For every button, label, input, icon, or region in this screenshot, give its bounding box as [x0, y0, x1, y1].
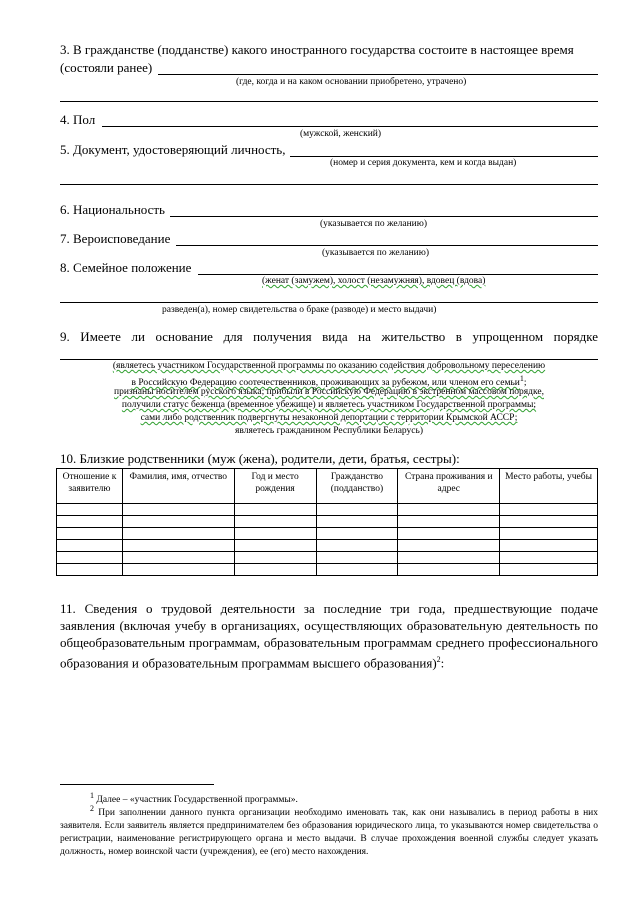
table-cell[interactable] — [122, 564, 234, 576]
q7-hint: (указывается по желанию) — [322, 248, 430, 258]
q9-hint-2: в Российскую Федерацию соотечественников, проживающих за рубежом, или членом его семьи$^1$; — [131, 374, 527, 389]
q7-label: 7. Вероисповедание — [60, 231, 171, 246]
table-cell[interactable] — [122, 516, 234, 528]
table-cell[interactable] — [398, 564, 500, 576]
table-cell[interactable] — [57, 516, 123, 528]
table-cell[interactable] — [500, 564, 598, 576]
table-cell[interactable] — [122, 540, 234, 552]
q7-input-line[interactable] — [176, 245, 598, 246]
table-cell[interactable] — [122, 528, 234, 540]
table-cell[interactable] — [57, 528, 123, 540]
table-cell[interactable] — [398, 552, 500, 564]
col-birth: Год и место рождения — [234, 469, 316, 504]
table-row — [57, 564, 598, 576]
q3-input-line-2[interactable] — [60, 101, 598, 102]
table-row — [57, 516, 598, 528]
q9-footnote-mark: 1 — [519, 374, 524, 383]
table-cell[interactable] — [500, 516, 598, 528]
table-cell[interactable] — [57, 564, 123, 576]
table-cell[interactable] — [234, 504, 316, 516]
table-cell[interactable] — [57, 552, 123, 564]
footnote-1: $^1$ Далее – «участник Государственной программы». — [90, 791, 298, 806]
table-cell[interactable] — [234, 528, 316, 540]
q6-label: 6. Национальность — [60, 202, 165, 217]
q3-label-line1: 3. В гражданстве (подданстве) какого иностранного государства состоите в настоящее время — [60, 42, 574, 57]
q9-hint-3: признаны носителем русского языка; прибыли в Российскую Федерацию в экстренном массовом порядке, — [114, 387, 544, 397]
col-residence: Страна проживания и адрес — [398, 469, 500, 504]
col-relation: Отношение к заявителю — [57, 469, 123, 504]
q5-label: 5. Документ, удостоверяющий личность, — [60, 142, 286, 157]
table-row — [57, 528, 598, 540]
table-cell[interactable] — [398, 516, 500, 528]
q8-hint-1: (женат (замужем), холост (незамужняя), вдовец (вдова) — [262, 276, 486, 286]
q8-input-line-2[interactable] — [60, 302, 598, 303]
col-fullname: Фамилия, имя, отчество — [122, 469, 234, 504]
table-cell[interactable] — [398, 528, 500, 540]
q9-input-line[interactable] — [60, 359, 598, 360]
q9-hint-6: являетесь гражданином Республики Беларусь) — [234, 426, 424, 436]
table-header-row — [57, 469, 598, 504]
q4-hint: (мужской, женский) — [300, 129, 382, 139]
table-cell[interactable] — [57, 504, 123, 516]
q11-footnote-mark: 2 — [436, 655, 441, 664]
q6-hint: (указывается по желанию) — [320, 219, 428, 229]
table-cell[interactable] — [234, 552, 316, 564]
table-cell[interactable] — [122, 504, 234, 516]
q6-input-line[interactable] — [170, 216, 598, 217]
col-work: Место работы, учебы — [500, 469, 598, 504]
table-row — [57, 552, 598, 564]
q5-hint: (номер и серия документа, кем и когда выдан) — [330, 158, 517, 168]
table-cell[interactable] — [316, 504, 398, 516]
table-cell[interactable] — [316, 540, 398, 552]
q8-label: 8. Семейное положение — [60, 260, 192, 275]
q3-input-line[interactable] — [158, 74, 598, 75]
table-cell[interactable] — [500, 540, 598, 552]
table-cell[interactable] — [316, 516, 398, 528]
table-cell[interactable] — [398, 504, 500, 516]
table-cell[interactable] — [500, 552, 598, 564]
q5-input-line-2[interactable] — [60, 184, 598, 185]
q3-hint: (где, когда и на каком основании приобретено, утрачено) — [236, 77, 467, 87]
q9-hint-4: получили статус беженца (временное убежище) и являетесь участником Государственной программы; — [121, 400, 537, 410]
table-cell[interactable] — [57, 540, 123, 552]
table-cell[interactable] — [398, 540, 500, 552]
table-cell[interactable] — [316, 552, 398, 564]
q9-label: 9. Имеете ли основание для получения вида на жительство в упрощенном порядке — [60, 329, 598, 344]
q11-text: 11. Сведения о трудовой деятельности за последние три года, предшествующие подаче заявления (включая учебу в организациях, осуществляющих образовательную деятельность по общеобразовательным программам, образовательным программам среднего профессионального образования и образовательным программам высшего образования)$^2$: — [60, 601, 598, 671]
q3-label-line2: (состояли ранее) — [60, 60, 153, 75]
footnote-2: $^2$ При заполнении данного пункта организации необходимо именовать так, как они назывались в период работы в них заявителя. Если заявитель является предпринимателем без образования юридического лица, то указываются номер свидетельства о регистрации, наименование регистрирующего органа и место выдачи. В случае прохождения военной службы следует указать должность, номер воинской части (учреждения), ее (его) место нахождения. — [60, 804, 598, 858]
q4-input-line[interactable] — [102, 126, 598, 127]
table-cell[interactable] — [500, 528, 598, 540]
q9-hint-1: (являетесь участником Государственной программы по оказанию содействия добровольному переселению — [112, 361, 546, 371]
q8-hint-2: разведен(а), номер свидетельства о браке (разводе) и место выдачи) — [162, 305, 437, 315]
q9-hint-5: сами либо родственник подвергнуты незаконной депортации с территории Крымской АССР; — [140, 413, 518, 423]
table-cell[interactable] — [122, 552, 234, 564]
relatives-table — [56, 468, 598, 576]
table-cell[interactable] — [500, 504, 598, 516]
table-cell[interactable] — [234, 516, 316, 528]
footnote-separator — [60, 784, 214, 785]
q8-input-line[interactable] — [198, 274, 598, 275]
table-cell[interactable] — [234, 564, 316, 576]
table-row — [57, 540, 598, 552]
table-cell[interactable] — [234, 540, 316, 552]
col-citizenship: Гражданство (подданство) — [316, 469, 398, 504]
table-row — [57, 504, 598, 516]
table-cell[interactable] — [316, 528, 398, 540]
q5-input-line[interactable] — [290, 156, 598, 157]
q10-label: 10. Близкие родственники (муж (жена), родители, дети, братья, сестры): — [60, 451, 460, 466]
table-cell[interactable] — [316, 564, 398, 576]
q4-label: 4. Пол — [60, 112, 96, 127]
